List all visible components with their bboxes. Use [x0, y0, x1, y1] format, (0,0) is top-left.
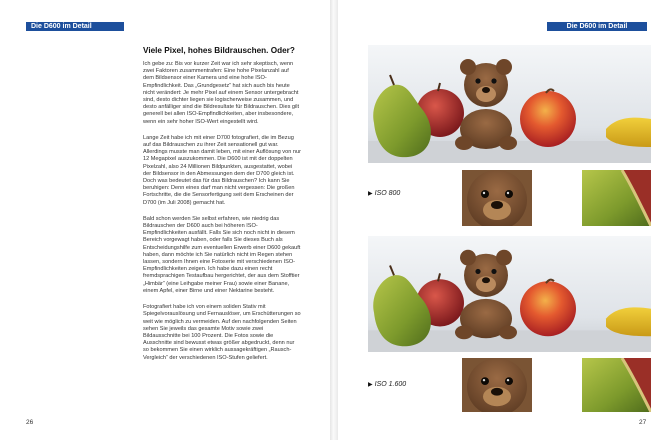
- right-page: [338, 0, 668, 440]
- play-triangle-icon: ▶: [368, 191, 373, 197]
- still-life-photo-iso-1600: [368, 236, 651, 352]
- iso-label-1600: [368, 381, 406, 388]
- left-page: [0, 0, 330, 440]
- page-number-right: 27: [639, 419, 647, 426]
- running-head-left: Die D600 im Detail: [26, 22, 124, 31]
- section-title: Viele Pixel, hohes Bildrauschen. Oder?: [143, 46, 295, 55]
- body-text: [143, 61, 301, 371]
- pear-detail-crop-iso-1600: [582, 358, 651, 412]
- iso-label-800: [368, 190, 400, 197]
- paragraph: Lange Zeit habe ich mit einer D700 fotografiert, die im Bezug auf das Bildrauschen zu ihrer Zeit sensationell gut war. Allerdings musste man damit leben, mit einer Auflösung von nur 12 Megapixel auszukommen. Die D600 ist mit der doppelten Pixelzahl, also 24 Millionen Bildpunkten, ausgestattet, wobei der Bildsensor in den Abmessungen dem der D700 gleich ist. Doch was bedeutet das für das Bildrauschen? Ich kann Sie beruhigen: Denn eines darf man nicht vergessen: Die großen Fortschritte, die die Sensorfertigung seit dem Erscheinen der D700 (im Juli 2008) gemacht hat.: [143, 134, 301, 206]
- paragraph: Ich gebe zu: Bis vor kurzer Zeit war ich sehr skeptisch, wenn zwei Faktoren zusammentrafen: Eine hohe Pixelanzahl auf dem Bildsensor einer Kamera und eine hohe ISO-Empfindlichkeit. Das „Grundgesetz“ hat sich auch bis heute nicht verändert: Je mehr Pixel auf einem Sensor untergebracht sind, desto dichter liegen sie logischerweise zusammen, und desto anfälliger sind die Bildresultate für Bildrauschen. Dies gilt generell bei allen ISO-Empfindlichkeiten, aber insbesondere, wenn ein sehr hoher ISO-Wert eingestellt wird.: [143, 61, 300, 125]
- iso-label-text: ISO 800: [374, 190, 401, 197]
- pear-detail-crop-iso-800: [582, 170, 651, 226]
- play-triangle-icon: ▶: [368, 382, 373, 388]
- page-number-left: 26: [26, 419, 34, 426]
- iso-label-text: ISO 1.600: [374, 381, 407, 388]
- bear-detail-crop-iso-800: [462, 170, 532, 226]
- paragraph: Fotografiert habe ich von einem soliden Stativ mit Spiegelvorauslösung und Fernauslöser, um Erschütterungen so weit wie möglich zu vermeiden. Auf den nachfolgenden Seiten sehen Sie jeweils das gesamte Motiv sowie zwei Bildausschnitte bei 100 Prozent. Die Fotos sowie die Ausschnitte sind bewusst etwas größer abgedruckt, denn nur so bekommen Sie einen wirklich aussagekräftigen „Rausch-Vergleich“ der verschiedenen ISO-Stufen geliefert.: [143, 304, 301, 361]
- running-head-right: Die D600 im Detail: [547, 22, 647, 31]
- bear-detail-crop-iso-1600: [462, 358, 532, 412]
- paragraph: Bald schon werden Sie selbst erfahren, wie niedrig das Bildrauschen der D600 auch bei höheren ISO-Empfindlichkeiten ausfällt. Falls Sie sich noch nicht in diesem Bereich vorgewagt haben, oder falls Sie dieses Buch als Entscheidungshilfe zum eventuellen Erwerb einer D600 gekauft haben, dann möchte ich Sie natürlich nicht im Regen stehen lassen, sondern Ihnen eine Fotoserie mit verschiedenen ISO-Empfindlichkeiten zeigen. Ich habe dazu einen recht fremdsprachigen Testaufbau hergerichtet, der aus dem Stofftier „Himbär“ (eine Leihgabe meiner Frau) sowie einer Banane, einem Apfel, einer Birne und einer Nektarine besteht.: [143, 215, 301, 294]
- still-life-photo-iso-800: [368, 45, 651, 163]
- book-gutter: [330, 0, 338, 440]
